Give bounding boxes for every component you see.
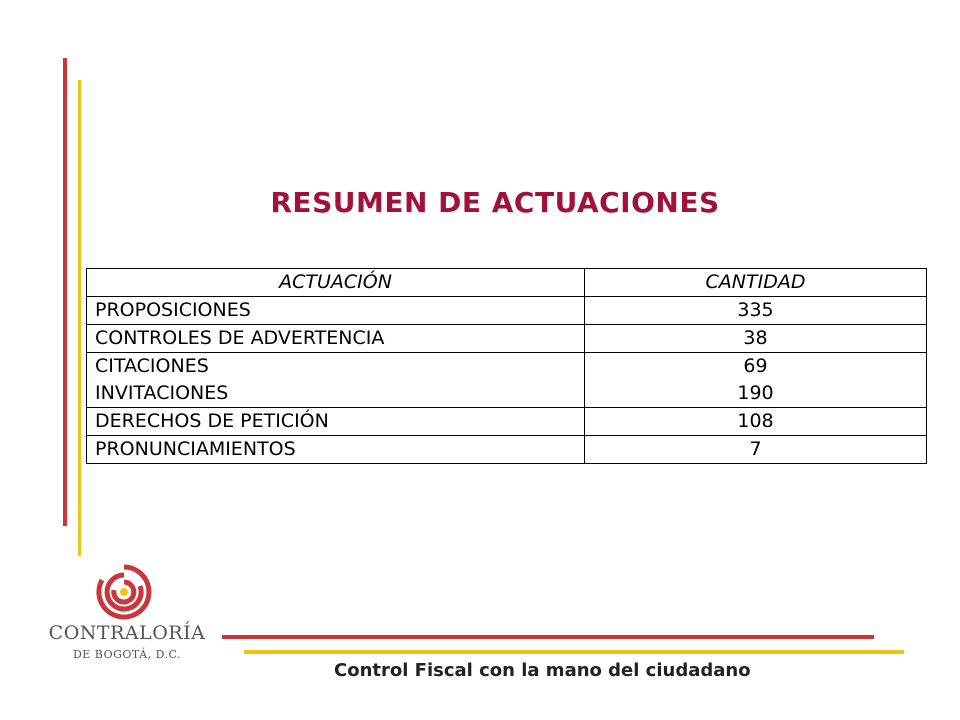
footer-red-rule <box>222 635 874 639</box>
left-red-rule <box>63 58 67 526</box>
header-actuacion: ACTUACIÓN <box>87 269 585 297</box>
cell-line: 190 <box>737 382 774 404</box>
contraloria-logo <box>44 560 204 670</box>
cell-cantidad: 335 <box>585 297 927 325</box>
table-row <box>87 408 927 436</box>
cell-actuacion: PRONUNCIAMIENTOS <box>87 436 585 464</box>
cell-cantidad: 38 <box>585 325 927 353</box>
footer-yellow-rule <box>244 650 904 654</box>
cell-actuacion <box>87 353 585 408</box>
footer-slogan: Control Fiscal con la mano del ciudadano <box>334 660 751 681</box>
cell-actuacion: PROPOSICIONES <box>87 297 585 325</box>
cell-actuacion: CONTROLES DE ADVERTENCIA <box>87 325 585 353</box>
rosette-icon <box>94 562 154 622</box>
cell-cantidad <box>585 353 927 408</box>
cell-line: 69 <box>743 355 768 377</box>
cell-cantidad: 7 <box>585 436 927 464</box>
cell-line: INVITACIONES <box>95 382 229 404</box>
table-row <box>87 325 927 353</box>
left-yellow-rule <box>78 80 81 556</box>
table-row <box>87 436 927 464</box>
header-cantidad: CANTIDAD <box>585 269 927 297</box>
table-row <box>87 297 927 325</box>
cell-line: CITACIONES <box>95 355 209 377</box>
table-header-row <box>87 269 927 297</box>
actuaciones-table <box>86 268 927 464</box>
logo-name: CONTRALORÍA <box>48 622 206 644</box>
slide-title: RESUMEN DE ACTUACIONES <box>270 186 720 219</box>
cell-cantidad: 108 <box>585 408 927 436</box>
logo-subtitle: DE BOGOTÁ, D.C. <box>72 648 182 661</box>
table-row <box>87 353 927 408</box>
cell-actuacion: DERECHOS DE PETICIÓN <box>87 408 585 436</box>
